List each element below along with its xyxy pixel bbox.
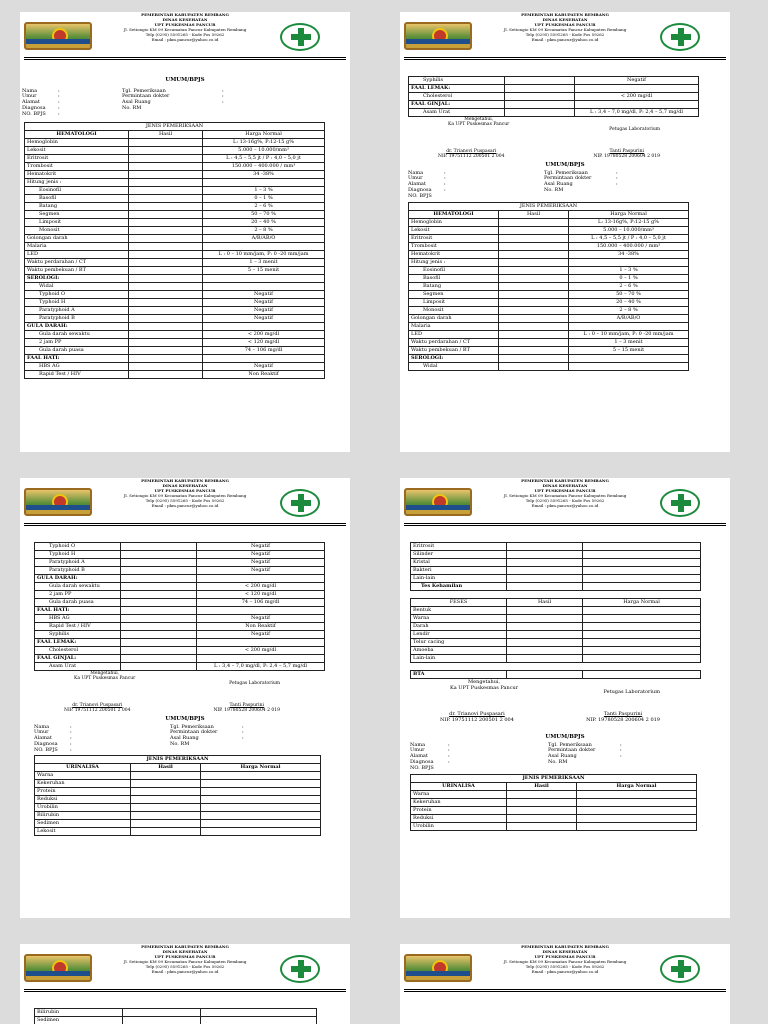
signature-block: Mengetahui, Ka UPT Puskesmas Pancur Petugas Laboratorium dr. Trianovi Puspasari NIP. 19751112 200501 2 004 Tanti Paspurini NIP. 19780528 200604 2 019 <box>440 679 660 723</box>
puskesmas-logo-icon <box>660 955 700 983</box>
letterhead-text: PEMERINTAH KABUPATEN REMBANG DINAS KESEHATAN UPT PUSKESMAS PANCUR Jl. Setiongio KM 09 Kecamatan Pancur Kabupaten Rembang Telp (0295) 5591265 - Kode Pos 59262 Email : pkm.pancur@yahoo.co.id <box>123 478 247 508</box>
patient-id-block: Nama : Tgl. Pemeriksaan : Umur : Permintaan dokter : Alamat : Asal Ruang : Diagnosa : No. RM NO. BPJS <box>408 169 618 199</box>
table-row: Kekeruhan <box>411 799 697 807</box>
letterhead <box>400 944 730 990</box>
table-row: Batang 2 – 6 % <box>25 203 325 211</box>
letterhead-text: PEMERINTAH KABUPATEN REMBANG DINAS KESEHATAN UPT PUSKESMAS PANCUR Jl. Setiongio KM 09 Kecamatan Pancur Kabupaten Rembang Telp (0295) 5591265 - Kode Pos 59262 Email : pkm.pancur@yahoo.co.id <box>503 944 627 974</box>
puskesmas-logo-icon <box>280 489 320 517</box>
page-5 <box>20 944 350 1024</box>
table-row: Batang 2 – 6 % <box>409 283 689 291</box>
table-row: 2 jam PP < 120 mg/dl <box>35 591 325 599</box>
table-row: Lendir <box>411 631 701 639</box>
letterhead-text: PEMERINTAH KABUPATEN REMBANG DINAS KESEHATAN UPT PUSKESMAS PANCUR Jl. Setiongio KM 09 Kecamatan Pancur Kabupaten Rembang Telp (0295) 5591265 - Kode Pos 59262 Email : pkm.pancur@yahoo.co.id <box>123 12 247 42</box>
page-4: PEMERINTAH KABUPATEN REMBANG DINAS KESEHATAN UPT PUSKESMAS PANCUR Jl. Setiongio KM 09 Kecamatan Pancur Kabupaten Rembang Telp (0295) 5591265 - Kode Pos 59262 Email : pkm.pancur@yahoo.co.id Eritrosit Silinder Kristal Bakteri Lain-lain Tes Kehamilan FESES Hasil Harga Normal Bentuk Warna Darah Lendir Telur cacing Amoeba Lain-lain BTA Mengetahui, Ka UPT Puskesmas Pancur Petugas Laboratorium dr. Trianovi Puspasari NIP. 19751112 200501 2 004 Tanti Paspurini NIP. 19780528 200604 2 019 UMUM/BPJS Nama : Tgl. Pemeriksaan : Umur : Permintaan dokter : Alamat : Asal Ruang : Diagnosa : No. RM NO. BPJS JENIS PEMERIKSAAN URINALISA Hasil Harga Normal Warna Kekeruhan Protein Reduksi Urobilin <box>400 478 730 918</box>
table-row: Warna <box>35 772 321 780</box>
table-row: Typhoid O Negatif <box>35 543 325 551</box>
page-2: PEMERINTAH KABUPATEN REMBANG DINAS KESEHATAN UPT PUSKESMAS PANCUR Jl. Setiongio KM 09 Kecamatan Pancur Kabupaten Rembang Telp (0295) 5591265 - Kode Pos 59262 Email : pkm.pancur@yahoo.co.id Syphilis Negatif FAAL LEMAK: Cholesterol < 200 mg/dl FAAL GINJAL: Asam Urat L : 3,4 – 7,0 mg/dl, P: 2,4 – 5,7 mg/dl Mengetahui, Ka UPT Puskesmas Pancur Petugas Laboratorium dr. Trianovi Puspasari NIP. 19751112 200501 2 004 Tanti Paspurini NIP. 19780528 200604 2 019 UMUM/BPJS Nama : Tgl. Pemeriksaan : Umur : Permintaan dokter : Alamat : Asal Ruang : Diagnosa : No. RM NO. BPJS JENIS PEMERIKSAAN HEMATOLOGI Hasil Harga Normal Hemoglobin L: 13-16g%, P:12-15 g% Lekosit 5.000 – 10.000/mm³ Eritrosit L : 4,5 – 5,5 jt / P : 4,0 – 5,0 jt Trombosit 150.000 – 400.000 / mm³ Hematokrit 34 -38% Hitung jenis : Eosinofil 1 – 3 % Basofil 0 – 1 % Batang 2 – 6 % Segmen 50 – 70 % Limposit 20 – 40 % Monosit 2 – 8 % Golongan darah A/B/AB/O Malaria LED L : 0 – 10 mm/jam, P: 0 -20 mm/jam Waktu perdarahan / CT 1 – 3 menit Waktu pembekuan / BT 5 – 15 menit SEROLOGI: Widal <box>400 12 730 452</box>
table-row: Trombosit 150.000 – 400.000 / mm³ <box>25 163 325 171</box>
patient-id-block: Nama : Tgl. Pemeriksaan : Umur : Permintaan dokter : Alamat : Asal Ruang : Diagnosa : No. RM NO. BPJS : <box>34 723 244 753</box>
urinalisa-table-2: Eritrosit Silinder Kristal Bakteri Lain-lain Tes Kehamilan FESES Hasil Harga Normal Bentuk Warna Darah Lendir Telur cacing Amoeba Lain-lain BTA <box>410 542 701 679</box>
urinalisa-table-3: JENIS PEMERIKSAAN URINALISA Hasil Harga Normal Warna Kekeruhan Protein Reduksi Urobilin <box>410 774 697 831</box>
table-row: Segmen 50 – 70 % <box>25 211 325 219</box>
table-row: Eritrosit L : 4,5 – 5,5 jt / P : 4,0 – 5,0 jt <box>409 235 689 243</box>
table-row: Golongan darah A/B/AB/O <box>25 235 325 243</box>
table-row: Silinder <box>411 551 701 559</box>
table-row: Typhoid H Negatif <box>25 299 325 307</box>
table-row: Hematokrit 34 -38% <box>25 171 325 179</box>
lab-table-1: JENIS PEMERIKSAAN HEMATOLOGI Hasil Harga Normal Hemoglobin L: 13-16g%, P:12-15 g% Lekosit 5.000 – 10.000/mm³ Eritrosit L : 4,5 – 5,5 jt / P : 4,0 – 5,0 jt Trombosit 150.000 – 400.000 / mm³ Hematokrit 34 -38% Hitung jenis : Eosinofil 1 – 3 % Basofil 0 – 1 % Batang 2 – 6 % Segmen 50 – 70 % Limposit 20 – 40 % Monosit 2 – 8 % Golongan darah A/B/AB/O Malaria LED L : 0 – 10 mm/jam, P: 0 -20 mm/jam Waktu perdarahan / CT 1 – 3 menit Waktu pembekuan / BT 5 – 15 menit SEROLOGI: Widal Typhoid O Negatif Typhoid H Negatif Paratyphoid A Negatif Paratyphoid B Negatif GULA DARAH: Gula darah sewaktu < 200 mg/dl 2 jam PP < 120 mg/dl Gula darah puasa 74 – 106 mg/dl FAAL HATI: HBS AG Negatif Rapid Test / HIV Non Reaktif <box>24 122 325 379</box>
form-title: UMUM/BPJS <box>165 77 205 83</box>
table-row: Protein <box>35 788 321 796</box>
table-row: Waktu perdarahan / CT 1 – 3 menit <box>409 339 689 347</box>
table-row: Gula darah puasa 74 – 106 mg/dl <box>25 347 325 355</box>
letterhead-text: PEMERINTAH KABUPATEN REMBANG DINAS KESEHATAN UPT PUSKESMAS PANCUR Jl. Setiongio KM 09 Kecamatan Pancur Kabupaten Rembang Telp (0295) 5591265 - Kode Pos 59262 Email : pkm.pancur@yahoo.co.id <box>123 944 247 974</box>
patient-id-block: Nama : Tgl. Pemeriksaan : Umur : Permintaan dokter : Alamat : Asal Ruang : Diagnosa : No. RM NO. BPJS : <box>22 87 224 117</box>
page-1 <box>20 12 350 452</box>
page-6 <box>400 944 730 1024</box>
table-row: Kristal <box>411 559 701 567</box>
table-row: Darah <box>411 623 701 631</box>
table-row: Lekosit 5.000 – 10.000/mm³ <box>25 147 325 155</box>
table-row: Typhoid O Negatif <box>25 291 325 299</box>
table-row: Paratyphoid B Negatif <box>35 567 325 575</box>
table-row: Lain-lain <box>411 655 701 663</box>
table-row: Rapid Test / HIV Non Reaktif <box>35 623 325 631</box>
table-row: Lekosit 5.000 – 10.000/mm³ <box>409 227 689 235</box>
table-row: Paratyphoid B Negatif <box>25 315 325 323</box>
table-row: Urobilin <box>35 804 321 812</box>
table-row: Eosinofil 1 – 3 % <box>25 187 325 195</box>
table-row: Bentuk <box>411 607 701 615</box>
table-row: Sedimen <box>35 820 321 828</box>
table-row: Lekosit <box>35 828 321 836</box>
table-row: Urobilin <box>411 823 697 831</box>
table-row: Gula darah sewaktu < 200 mg/dl <box>25 331 325 339</box>
table-row: LED L : 0 – 10 mm/jam, P: 0 -20 mm/jam <box>25 251 325 259</box>
table-row: Gula darah puasa 74 – 106 mg/dl <box>35 599 325 607</box>
table-row: Paratyphoid A Negatif <box>35 559 325 567</box>
letterhead <box>20 944 350 990</box>
table-row: Typhoid H Negatif <box>35 551 325 559</box>
table-row: LED L : 0 – 10 mm/jam, P: 0 -20 mm/jam <box>409 331 689 339</box>
patient-id-block: Nama : Tgl. Pemeriksaan : Umur : Permintaan dokter : Alamat : Asal Ruang : Diagnosa : No. RM NO. BPJS <box>410 741 622 771</box>
puskesmas-logo-icon <box>660 489 700 517</box>
table-row: Waktu pembekuan / BT 5 – 15 menit <box>409 347 689 355</box>
table-row: Eritrosit <box>411 543 701 551</box>
letterhead-text: PEMERINTAH KABUPATEN REMBANG DINAS KESEHATAN UPT PUSKESMAS PANCUR Jl. Setiongio KM 09 Kecamatan Pancur Kabupaten Rembang Telp (0295) 5591265 - Kode Pos 59262 Email : pkm.pancur@yahoo.co.id <box>503 478 627 508</box>
table-row: Protein <box>411 807 697 815</box>
table-row: 2 jam PP < 120 mg/dl <box>25 339 325 347</box>
table-row: Segmen 50 – 70 % <box>409 291 689 299</box>
table-row: Golongan darah A/B/AB/O <box>409 315 689 323</box>
table-row: Hemoglobin L: 13-16g%, P:12-15 g% <box>25 139 325 147</box>
table-row: Telur cacing <box>411 639 701 647</box>
table-row: Waktu perdarahan / CT 1 – 3 menit <box>25 259 325 267</box>
table-row: Warna <box>411 791 697 799</box>
page-3: PEMERINTAH KABUPATEN REMBANG DINAS KESEHATAN UPT PUSKESMAS PANCUR Jl. Setiongio KM 09 Kecamatan Pancur Kabupaten Rembang Telp (0295) 5591265 - Kode Pos 59262 Email : pkm.pancur@yahoo.co.id Typhoid O Negatif Typhoid H Negatif Paratyphoid A Negatif Paratyphoid B Negatif GULA DARAH: Gula darah sewaktu < 200 mg/dl 2 jam PP < 120 mg/dl Gula darah puasa 74 – 106 mg/dl FAAL HATI: HBS AG Negatif Rapid Test / HIV Non Reaktif Syphilis Negatif FAAL LEMAK: Cholesterol < 200 mg/dl FAAL GINJAL: Asam Urat L : 3,4 – 7,0 mg/dl, P: 2,4 – 5,7 mg/dl Mengetahui, Ka UPT Puskesmas Pancur Petugas Laboratorium dr. Trianovi Puspasari NIP. 19751112 200501 2 004 Tanti Paspurini NIP. 19780528 200604 2 019 UMUM/BPJS Nama : Tgl. Pemeriksaan : Umur : Permintaan dokter : Alamat : Asal Ruang : Diagnosa : No. RM NO. BPJS : JENIS PEMERIKSAAN URINALISA Hasil Harga Normal Warna Kekeruhan Protein Reduksi Urobilin Bilirubin Sedimen Lekosit <box>20 478 350 918</box>
table-row: Bilirubin <box>35 812 321 820</box>
puskesmas-logo-icon <box>280 955 320 983</box>
table-row: Bakteri <box>411 567 701 575</box>
table-row: Eritrosit L : 4,5 – 5,5 jt / P : 4,0 – 5,0 jt <box>25 155 325 163</box>
signature-block: Mengetahui, Ka UPT Puskesmas Pancur Petugas Laboratorium dr. Trianovi Puspasari NIP. 19751112 200501 2 004 Tanti Paspurini NIP. 19780528 200604 2 019 <box>64 671 280 714</box>
table-row: Limposit 20 – 40 % <box>25 219 325 227</box>
table-row: Kekeruhan <box>35 780 321 788</box>
table-row: Basofil 0 – 1 % <box>409 275 689 283</box>
table-row: Eosinofil 1 – 3 % <box>409 267 689 275</box>
table-row: Hitung jenis : <box>409 259 689 267</box>
lab-table-2-continued: Syphilis Negatif FAAL LEMAK: Cholesterol < 200 mg/dl FAAL GINJAL: Asam Urat L : 3,4 – 7,0 mg/dl, P: 2,4 – 5,7 mg/dl <box>408 76 699 117</box>
table-row: Monosit 2 – 8 % <box>409 307 689 315</box>
table-row: Waktu pembekuan / BT 5 – 15 menit <box>25 267 325 275</box>
table-row: Syphilis Negatif <box>35 631 325 639</box>
table-row: Hemoglobin L: 13-16g%, P:12-15 g% <box>409 219 689 227</box>
table-row: Amoeba <box>411 647 701 655</box>
table-row: Widal <box>25 283 325 291</box>
letterhead <box>20 478 350 524</box>
table-row: Gula darah sewaktu < 200 mg/dl <box>35 583 325 591</box>
table-row: Paratyphoid A Negatif <box>25 307 325 315</box>
letterhead <box>400 478 730 524</box>
puskesmas-logo-icon <box>280 23 320 51</box>
lab-table-3: Typhoid O Negatif Typhoid H Negatif Paratyphoid A Negatif Paratyphoid B Negatif GULA DARAH: Gula darah sewaktu < 200 mg/dl 2 jam PP < 120 mg/dl Gula darah puasa 74 – 106 mg/dl FAAL HATI: HBS AG Negatif Rapid Test / HIV Non Reaktif Syphilis Negatif FAAL LEMAK: Cholesterol < 200 mg/dl FAAL GINJAL: Asam Urat L : 3,4 – 7,0 mg/dl, P: 2,4 – 5,7 mg/dl <box>34 542 325 671</box>
table-row: Warna <box>411 615 701 623</box>
table-row: Monosit 2 – 8 % <box>25 227 325 235</box>
lab-table-2: JENIS PEMERIKSAAN HEMATOLOGI Hasil Harga Normal Hemoglobin L: 13-16g%, P:12-15 g% Lekosit 5.000 – 10.000/mm³ Eritrosit L : 4,5 – 5,5 jt / P : 4,0 – 5,0 jt Trombosit 150.000 – 400.000 / mm³ Hematokrit 34 -38% Hitung jenis : Eosinofil 1 – 3 % Basofil 0 – 1 % Batang 2 – 6 % Segmen 50 – 70 % Limposit 20 – 40 % Monosit 2 – 8 % Golongan darah A/B/AB/O Malaria LED L : 0 – 10 mm/jam, P: 0 -20 mm/jam Waktu perdarahan / CT 1 – 3 menit Waktu pembekuan / BT 5 – 15 menit SEROLOGI: Widal <box>408 202 689 371</box>
table-row: Limposit 20 – 40 % <box>409 299 689 307</box>
table-row: Reduksi <box>35 796 321 804</box>
letterhead-text: PEMERINTAH KABUPATEN REMBANG DINAS KESEHATAN UPT PUSKESMAS PANCUR Jl. Setiongio KM 09 Kecamatan Pancur Kabupaten Rembang Telp (0295) 5591265 - Kode Pos 59262 Email : pkm.pancur@yahoo.co.id <box>503 12 627 42</box>
urinalisa-table-4: Bilirubin Sedimen <box>34 1008 317 1024</box>
letterhead <box>400 12 730 58</box>
letterhead <box>20 12 350 58</box>
table-row: Hematokrit 34 -38% <box>409 251 689 259</box>
table-row: Lain-lain <box>411 575 701 583</box>
table-row: Malaria <box>409 323 689 331</box>
puskesmas-logo-icon <box>660 23 700 51</box>
table-row: Reduksi <box>411 815 697 823</box>
table-row: Basofil 0 – 1 % <box>25 195 325 203</box>
table-row: Hitung jenis : <box>25 179 325 187</box>
urinalisa-table-1: JENIS PEMERIKSAAN URINALISA Hasil Harga Normal Warna Kekeruhan Protein Reduksi Urobilin Bilirubin Sedimen Lekosit <box>34 755 321 836</box>
table-row: Trombosit 150.000 – 400.000 / mm³ <box>409 243 689 251</box>
table-row: HBS AG Negatif <box>35 615 325 623</box>
signature-block: Mengetahui, Ka UPT Puskesmas Pancur Petugas Laboratorium dr. Trianovi Puspasari NIP. 19751112 200501 2 004 Tanti Paspurini NIP. 19780528 200604 2 019 <box>438 117 660 160</box>
table-row: Malaria <box>25 243 325 251</box>
